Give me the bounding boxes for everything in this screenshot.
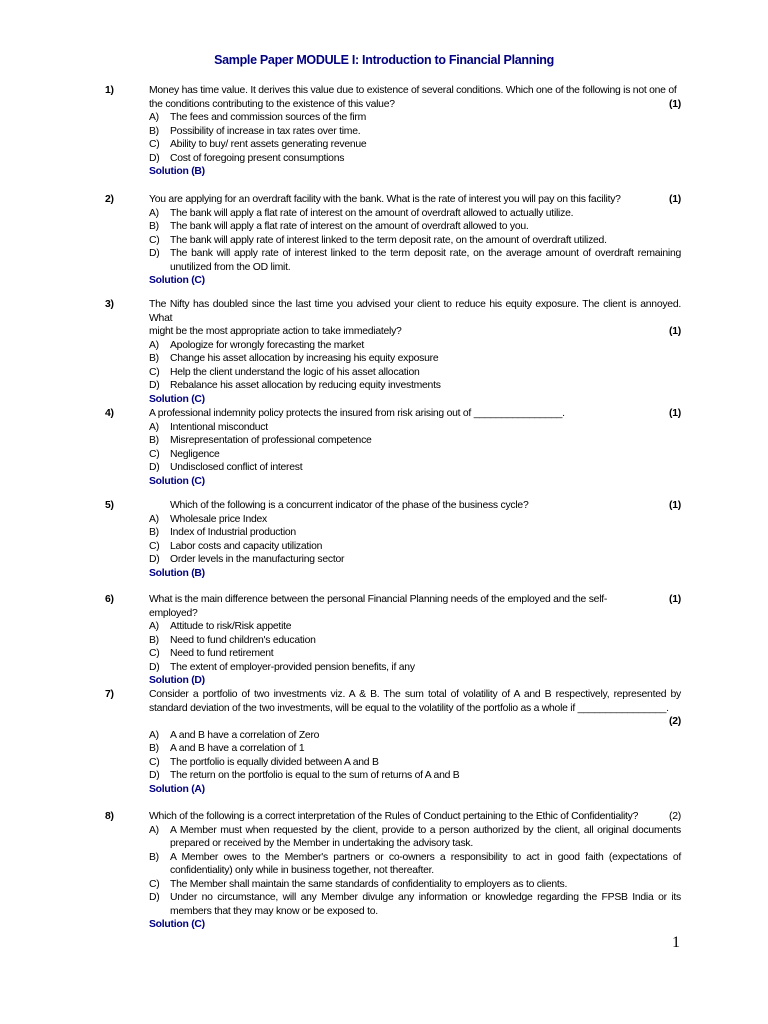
- option-d: D) Undisclosed conflict of interest: [149, 462, 303, 473]
- option-d: D) Under no circumstance, will any Member divulge any information or knowledge regarding the FPSB India or its members that they may know or be exposed to.: [149, 892, 681, 917]
- question-text: Which of the following is a correct interpretation of the Rules of Conduct pertaining to the Ethic of Confidentiality?: [149, 811, 639, 822]
- question-number: 1): [105, 85, 114, 96]
- option-b: B) Need to fund children's education: [149, 634, 316, 646]
- question-marks: (1): [669, 408, 681, 419]
- question-number: 2): [105, 194, 114, 205]
- option-d: D) The bank will apply rate of interest linked to the term deposit rate, on the average amount of overdraft remaining unutilized from the OD limit.: [149, 248, 681, 273]
- question-number: 3): [105, 299, 114, 310]
- option-c: C) The bank will apply rate of interest linked to the term deposit rate, on the amount of overdraft utilized.: [149, 234, 607, 246]
- solution: Solution (C): [149, 275, 205, 286]
- option-a: A) The bank will apply a flat rate of interest on the amount of overdraft allowed to actually utilize.: [149, 207, 574, 219]
- question-number: 6): [105, 594, 114, 605]
- solution: Solution (C): [149, 475, 205, 487]
- question-number: 8): [105, 811, 114, 822]
- option-a: A) Apologize for wrongly forecasting the market: [149, 339, 365, 351]
- solution: Solution (C): [149, 919, 205, 930]
- question-text: A professional indemnity policy protects the insured from risk arising out of ________________.: [149, 408, 565, 419]
- option-b: B) Possibility of increase in tax rates over time.: [149, 125, 361, 137]
- option-b: B) Index of Industrial production: [149, 527, 296, 538]
- option-c: C) Negligence: [149, 448, 220, 460]
- option-c: C) Need to fund retirement: [149, 648, 274, 659]
- question-marks: (1): [669, 98, 681, 110]
- option-b: B) The bank will apply a flat rate of interest on the amount of overdraft allowed to you.: [149, 221, 529, 232]
- question-marks: (2): [669, 716, 681, 727]
- page-number: 1: [672, 934, 680, 951]
- option-d: D) Cost of foregoing present consumptions: [149, 152, 345, 164]
- option-a: A) Wholesale price Index: [149, 513, 267, 525]
- option-b: B) A and B have a correlation of 1: [149, 743, 305, 754]
- question-marks: (2): [669, 811, 681, 822]
- solution: Solution (D): [149, 675, 205, 686]
- option-d: D) The return on the portfolio is equal to the sum of returns of A and B: [149, 770, 460, 781]
- question-text: Money has time value. It derives this value due to existence of several conditions. Which one of the following is not one of: [149, 85, 677, 96]
- option-d: D) Rebalance his asset allocation by reducing equity investments: [149, 380, 441, 391]
- question-number: 4): [105, 408, 114, 419]
- option-c: C) The Member shall maintain the same standards of confidentiality to employers as to clients.: [149, 878, 568, 890]
- question-marks: (1): [669, 500, 681, 511]
- question-text-continued: the conditions contributing to the existence of this value?: [149, 98, 395, 110]
- option-c: C) Ability to buy/ rent assets generating revenue: [149, 139, 367, 150]
- page-title: Sample Paper MODULE I: Introduction to Financial Planning: [214, 53, 554, 67]
- question-number: 7): [105, 689, 114, 700]
- option-a: A) Attitude to risk/Risk appetite: [149, 621, 292, 632]
- option-a: A) The fees and commission sources of the firm: [149, 112, 366, 123]
- solution: Solution (A): [149, 783, 205, 795]
- option-b: B) Misrepresentation of professional competence: [149, 435, 372, 446]
- option-c: C) Help the client understand the logic of his asset allocation: [149, 366, 420, 378]
- solution: Solution (B): [149, 166, 205, 177]
- solution: Solution (B): [149, 567, 205, 579]
- option-a: A) Intentional misconduct: [149, 421, 268, 433]
- question-text: You are applying for an overdraft facility with the bank. What is the rate of interest you will pay on this facility?: [149, 194, 621, 205]
- option-b: B) Change his asset allocation by increasing his equity exposure: [149, 353, 439, 364]
- question-text: Consider a portfolio of two investments viz. A & B. The sum total of volatility of A and B respectively, represented by standard deviation of the two investments, will be equal to the volatility of the portfolio as a whole if ________________.: [149, 689, 681, 714]
- option-a: A) A and B have a correlation of Zero: [149, 729, 320, 741]
- option-d: D) Order levels in the manufacturing sector: [149, 554, 345, 565]
- question-text: Which of the following is a concurrent indicator of the phase of the business cycle?: [170, 500, 529, 511]
- question-number: 5): [105, 500, 114, 511]
- question-marks: (1): [669, 326, 681, 337]
- question-marks: (1): [669, 194, 681, 205]
- option-c: C) Labor costs and capacity utilization: [149, 540, 323, 552]
- option-c: C) The portfolio is equally divided between A and B: [149, 756, 379, 768]
- question-text-continued: might be the most appropriate action to take immediately?: [149, 326, 402, 337]
- question-text: The Nifty has doubled since the last time you advised your client to reduce his equity exposure. The client is annoyed. What: [149, 299, 681, 324]
- option-b: B) A Member owes to the Member's partners or co-owners a responsibility to act in good faith (expectations of confidentiality) only while in business together, not thereafter.: [149, 851, 681, 876]
- solution: Solution (C): [149, 393, 205, 405]
- question-marks: (1): [669, 594, 681, 605]
- option-d: D) The extent of employer-provided pension benefits, if any: [149, 661, 415, 673]
- question-text: What is the main difference between the personal Financial Planning needs of the employed and the self-employed?: [149, 594, 608, 619]
- option-a: A) A Member must when requested by the client, provide to a person authorized by the client, all original documents prepared or received by the Member in undertaking the advisory task.: [149, 824, 681, 849]
